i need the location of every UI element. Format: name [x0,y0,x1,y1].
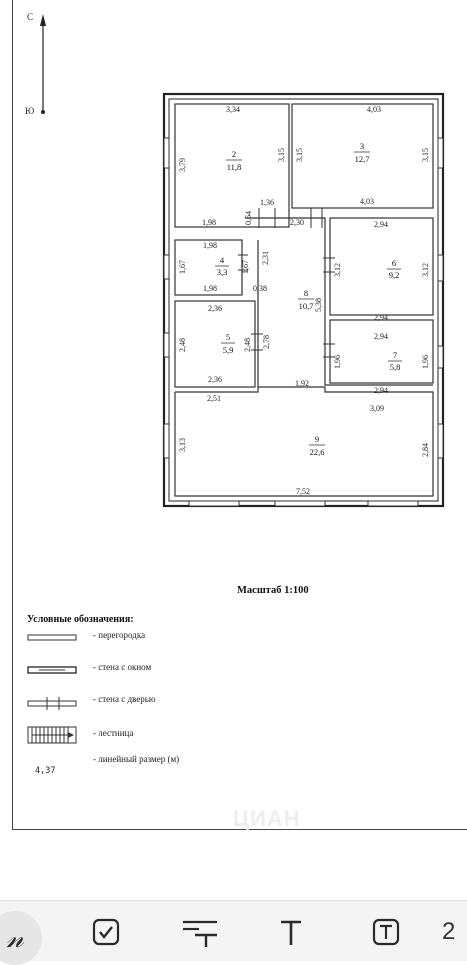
room-3-number: 3 [359,141,365,151]
legend-row-stairs [13,724,273,740]
stairs-symbol-icon [27,724,79,746]
legend-row-partition [13,630,273,646]
dim-label: 3,09 [370,404,384,413]
room-7-number: 7 [392,350,398,360]
dim-label: 1,98 [202,218,216,227]
dim-label: 1,98 [203,241,217,250]
dim-label: 2,94 [374,386,388,395]
room-4-number: 4 [219,255,225,265]
compass-north-label: С [27,12,34,22]
room-6-area: 9,2 [388,270,400,280]
checkbox-tool-icon[interactable] [88,915,124,949]
handwriting-tool-icon[interactable]: 𝓃 [0,911,42,965]
legend-title: Условные обозначения: [27,614,134,625]
dim-label: 1,98 [203,284,217,293]
room-6-number: 6 [391,258,397,268]
dim-label: 4,03 [367,105,381,114]
dim-label: 3,15 [277,148,286,162]
dim-label: 2,48 [243,338,252,352]
dim-label: 2,78 [262,335,271,349]
room-8-number: 8 [303,288,309,298]
dim-label: 2,30 [290,218,304,227]
dim-label: 3,13 [178,438,187,452]
room-9 [175,387,433,496]
room-2-area: 11,8 [226,162,242,172]
room-9-area: 22,6 [309,447,325,457]
dim-label: 7,52 [296,487,310,496]
dim-label: 3,12 [333,263,342,277]
legend-stairs-text: - лестница [93,728,134,738]
room-6 [330,218,433,315]
room-2-number: 2 [231,149,237,159]
text-field-tool-icon[interactable] [180,915,220,949]
toolbar-overflow-item[interactable]: 2 [442,918,456,945]
dimension-sample: 4,37 [35,766,56,776]
legend-window-text: - стена с окном [93,662,152,672]
room-5-area: 5,9 [222,345,234,355]
legend-dimension-text: - линейный размер (м) [93,754,180,764]
dim-label: 2,36 [208,304,222,313]
dim-label: 2,31 [261,251,270,265]
legend-partition-text: - перегородка [93,630,146,640]
dim-label: 1,36 [260,198,274,207]
dim-label: 1,67 [241,260,250,274]
dim-label: 2,84 [421,443,430,457]
bottom-toolbar [0,900,467,961]
window-wall-symbol-icon [27,662,79,676]
dim-label: 1,96 [333,355,342,369]
watermark: ЦИАН [233,806,301,831]
dim-label: 3,34 [226,105,240,114]
dim-label: 1,67 [178,260,187,274]
legend-row-dimension [13,754,273,776]
legend-row-door [13,694,273,710]
dim-label: 3,15 [421,148,430,162]
dim-label: 2,94 [374,313,388,322]
dim-label: 3,15 [295,148,304,162]
legend-row-window [13,662,273,678]
room-9-number: 9 [314,434,320,444]
text-tool-icon[interactable] [274,915,308,949]
compass-south-label: Ю [25,106,35,116]
dim-label: 2,94 [374,220,388,229]
room-5-number: 5 [225,332,231,342]
dim-label: 3,12 [421,263,430,277]
legend-door-text: - стена с дверью [93,694,156,704]
text-box-tool-icon[interactable] [368,915,404,949]
dim-label: 0,64 [244,211,253,225]
dim-label: 4,03 [360,197,374,206]
dim-label: 1,92 [295,379,309,388]
dim-label: 5,38 [314,298,323,312]
partition-symbol-icon [27,630,79,644]
dim-label: 2,36 [208,375,222,384]
floor-plan [13,0,467,520]
dim-label: 2,51 [207,394,221,403]
dim-label: 3,79 [178,158,187,172]
room-4-area: 3,3 [216,267,228,277]
dim-label: 0,38 [253,284,267,293]
dim-label: 1,96 [421,355,430,369]
dim-label: 2,94 [374,332,388,341]
floor-plan-document [12,0,467,830]
scale-label: Масштаб 1:100 [237,585,309,596]
door-wall-symbol-icon [27,694,79,712]
room-3-area: 12,7 [354,154,370,164]
room-7-area: 5,8 [389,362,401,372]
room-8-area: 10,7 [298,301,314,311]
dim-label: 2,48 [178,338,187,352]
room-7 [330,320,433,383]
